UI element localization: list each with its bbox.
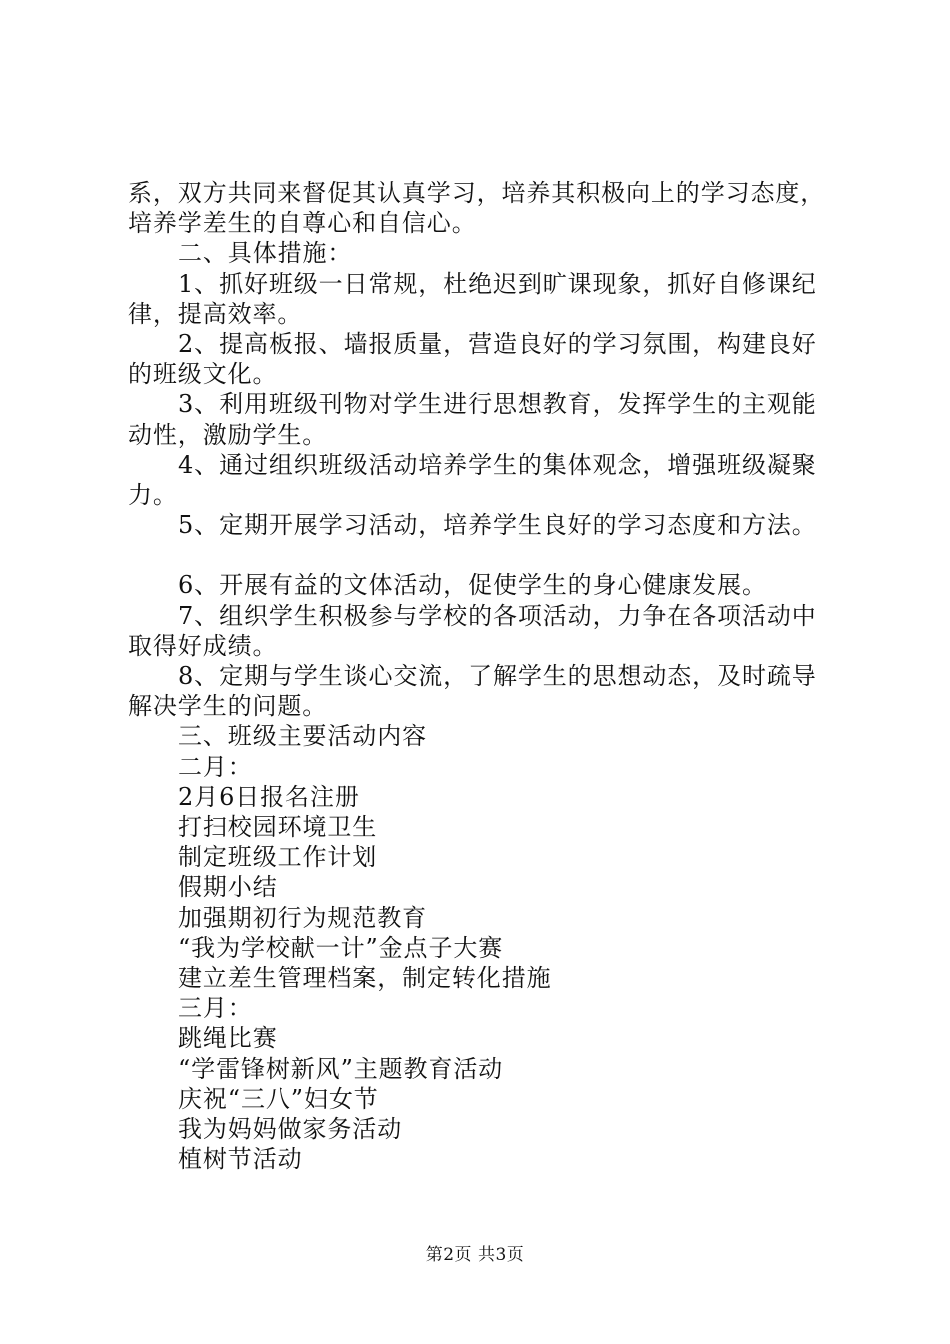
measure-item-5: 5、定期开展学习活动，培养学生良好的学习态度和方法。 [178,511,817,540]
month-heading-march: 三月： [178,994,253,1023]
activity-item: 我为妈妈做家务活动 [178,1115,403,1144]
page-footer [0,1244,950,1266]
activity-item: 2月6日报名注册 [178,782,360,811]
document-body [128,178,840,1175]
activity-item: 建立差生管理档案，制定转化措施 [178,964,552,993]
month-heading-february: 二月： [178,752,253,781]
measure-item-1: 1、抓好班级一日常规，杜绝迟到旷课现象，抓好自修课纪律，提高效率。 [128,269,817,328]
activity-item: 跳绳比赛 [178,1024,278,1053]
measure-item-2: 2、提高板报、墙报质量，营造良好的学习氛围，构建良好的班级文化。 [128,330,817,389]
measure-item-6: 6、开展有益的文体活动，促使学生的身心健康发展。 [178,571,767,600]
section-heading-activities: 三、班级主要活动内容 [178,722,427,751]
activity-item: 打扫校园环境卫生 [178,813,378,842]
section-heading-measures: 二、具体措施： [178,239,353,268]
activity-item: 制定班级工作计划 [178,843,378,872]
activity-item: 假期小结 [178,873,278,902]
paragraph-continuation: 系，双方共同来督促其认真学习，培养其积极向上的学习态度，培养学差生的自尊心和自信心。 [128,179,826,238]
measure-item-7: 7、组织学生积极参与学校的各项活动，力争在各项活动中取得好成绩。 [128,601,817,660]
activity-item: “我为学校献一计”金点子大赛 [178,933,504,962]
activity-item: 植树节活动 [178,1145,303,1174]
paragraph-spacer [128,540,840,570]
measure-item-8: 8、定期与学生谈心交流，了解学生的思想动态，及时疏导解决学生的问题。 [128,662,817,721]
activity-item: “学雷锋树新风”主题教育活动 [178,1054,504,1083]
measure-item-4: 4、通过组织班级活动培养学生的集体观念，增强班级凝聚力。 [128,450,817,510]
activity-item: 加强期初行为规范教育 [178,903,427,932]
measure-item-3: 3、利用班级刊物对学生进行思想教育，发挥学生的主观能动性，激励学生。 [128,390,817,449]
page-number-label: 第2页 共3页 [425,1245,525,1265]
activity-item: 庆祝“三八”妇女节 [178,1084,379,1113]
